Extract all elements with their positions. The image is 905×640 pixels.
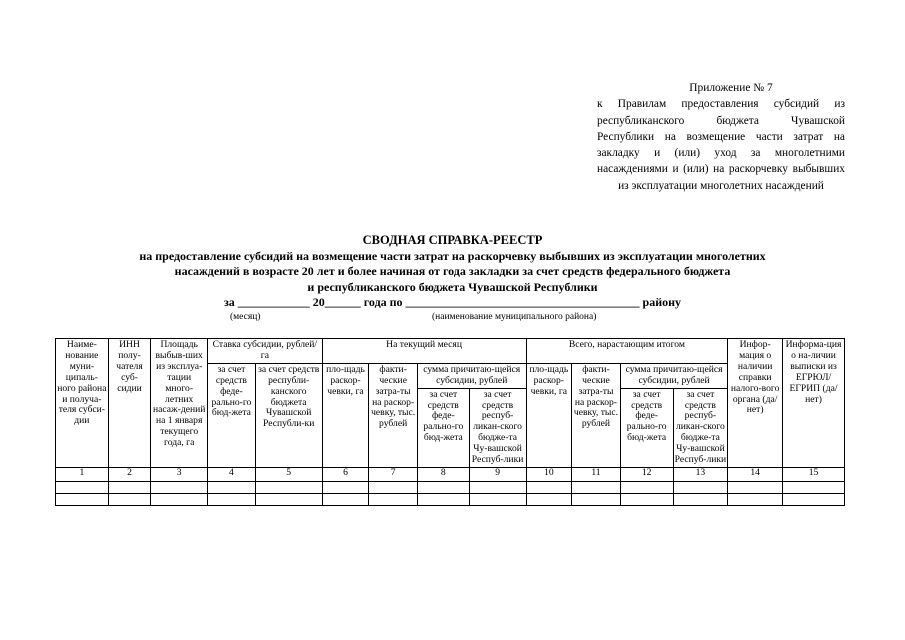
empty-cell (673, 481, 728, 493)
empty-cell (56, 481, 109, 493)
col-number: 1 (56, 467, 109, 481)
empty-cell (469, 481, 526, 493)
col-number: 9 (469, 467, 526, 481)
col-4-header: за счет средств феде-рально-го бюд-жета (208, 363, 256, 467)
empty-cell (208, 493, 256, 505)
col-3-header: Площадь выбыв-ших из эксплуа-тации много-летних насаж-дений на 1 января текущего года, га (151, 339, 208, 468)
empty-cell (620, 493, 673, 505)
header-row-1 (56, 339, 845, 364)
empty-cell (417, 481, 469, 493)
appendix-text: к Правилам предоставления субсидий из республиканского бюджета Чувашской Республики на возмещение части затрат на закладку и (или) уход за многолетними насаждениями и (или) на раскорчевку выбывших из эксплуатации многолетних насаждений (597, 98, 845, 192)
month-sum-group-header: сумма причитаю-щейся субсидии, рублей (417, 363, 526, 388)
total-group-header: Всего, нарастающим итогом (526, 339, 728, 364)
col-number: 13 (673, 467, 728, 481)
empty-cell (108, 481, 151, 493)
appendix-block (597, 80, 845, 194)
title-heading: СВОДНАЯ СПРАВКА-РЕЕСТР (362, 233, 543, 247)
empty-cell (526, 493, 572, 505)
empty-cell (322, 481, 369, 493)
col-13-header: за счет средств респуб-ликан-ского бюдже-та Чу-вашской Респуб-лики (673, 388, 728, 467)
empty-cell (526, 481, 572, 493)
title-line-3: и республиканского бюджета Чувашской Республики (307, 279, 598, 294)
empty-cell (783, 493, 845, 505)
empty-cell (572, 493, 621, 505)
col-number: 12 (620, 467, 673, 481)
empty-cell (469, 493, 526, 505)
col-number: 15 (783, 467, 845, 481)
col-number: 7 (369, 467, 418, 481)
col-number: 10 (526, 467, 572, 481)
empty-cell (572, 481, 621, 493)
col-number: 5 (255, 467, 322, 481)
table-row (56, 493, 845, 505)
table-row (56, 481, 845, 493)
col-9-header: за счет средств респуб-ликан-ского бюдже-та Чу-вашской Респуб-лики (469, 388, 526, 467)
empty-cell (417, 493, 469, 505)
title-line-1: на предоставление субсидий на возмещение части затрат на раскорчевку выбывших из эксплуатации многолетних (139, 248, 766, 263)
month-group-header: На текущий месяц (322, 339, 526, 364)
empty-cell (322, 493, 369, 505)
col-8-header: за счет средств феде-рально-го бюд-жета (417, 388, 469, 467)
rate-group-header: Ставка субсидии, рублей/га (208, 339, 323, 364)
empty-cell (56, 493, 109, 505)
empty-cell (255, 493, 322, 505)
empty-cell (369, 493, 418, 505)
empty-cell (728, 481, 783, 493)
empty-cell (783, 481, 845, 493)
col-number: 4 (208, 467, 256, 481)
column-number-row (56, 467, 845, 481)
col-10-header: пло-щадь раскор-чевки, га (526, 363, 572, 467)
empty-cell (728, 493, 783, 505)
col-number: 11 (572, 467, 621, 481)
empty-cell (255, 481, 322, 493)
col-1-header: Наиме-нование муни-ципаль-ного района и получа-теля субси-дии (56, 339, 109, 468)
col-11-header: факти-ческие затра-ты на раскор-чевку, тыс. рублей (572, 363, 621, 467)
title-line-4: за ____________ 20______ года по _______________________________________ району (223, 295, 682, 309)
col-12-header: за счет средств феде-рально-го бюд-жета (620, 388, 673, 467)
col-number: 2 (108, 467, 151, 481)
col-number: 14 (728, 467, 783, 481)
empty-cell (151, 481, 208, 493)
empty-cell (108, 493, 151, 505)
col-6-header: пло-щадь раскор-чевки, га (322, 363, 369, 467)
col-15-header: Информа-ция о на-личии выписки из ЕГРЮЛ/ ЕГРИП (да/нет) (783, 339, 845, 468)
registry-table (55, 338, 845, 506)
document-title (60, 233, 845, 311)
month-hint: (месяц) (230, 312, 261, 322)
title-line-2: насаждений в возрасте 20 лет и более начиная от года закладки за счет средств федерального бюджета (174, 264, 731, 278)
col-number: 3 (151, 467, 208, 481)
appendix-number: Приложение № 7 (689, 82, 773, 94)
col-2-header: ИНН полу-чателя суб-сидии (108, 339, 151, 468)
col-14-header: Инфор-мация о наличии справки налого-вого органа (да/нет) (728, 339, 783, 468)
empty-cell (620, 481, 673, 493)
col-5-header: за счет средств республи-канского бюджета Чувашской Республи-ки (255, 363, 322, 467)
empty-cell (208, 481, 256, 493)
col-number: 8 (417, 467, 469, 481)
district-hint: (наименование муниципального района) (432, 312, 597, 322)
total-sum-group-header: сумма причитаю-щейся субсидии, рублей (620, 363, 727, 388)
empty-cell (369, 481, 418, 493)
empty-cell (151, 493, 208, 505)
col-7-header: факти-ческие затра-ты на раскор-чевку, тыс. рублей (369, 363, 418, 467)
col-number: 6 (322, 467, 369, 481)
empty-cell (673, 493, 728, 505)
